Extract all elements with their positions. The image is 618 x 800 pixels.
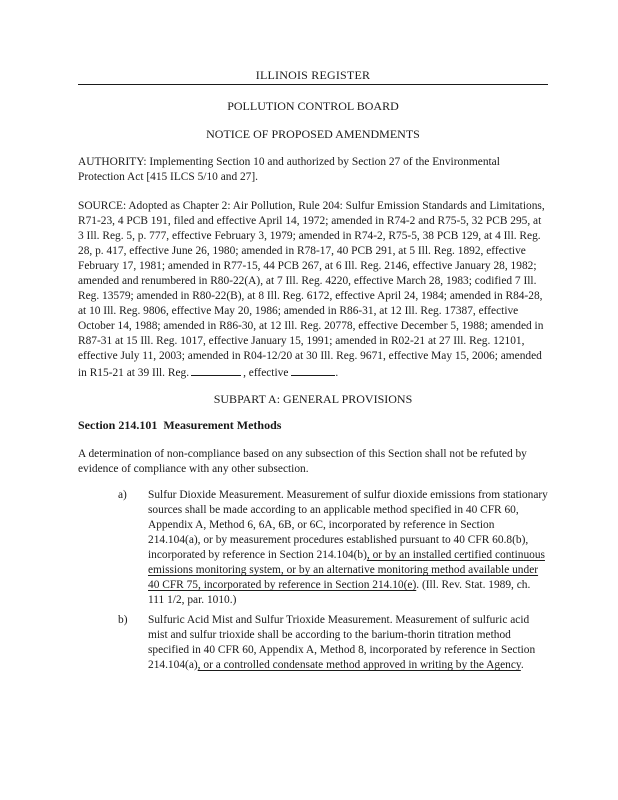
section-number: Section 214.101: [78, 418, 158, 432]
subsection-a-inserted-text: , or by an installed certified continuous emissions monitoring system, or by an alternative monitoring method available under 40 CFR 75, incorporated by reference in Section 214.10(e): [148, 549, 545, 591]
board-name: POLLUTION CONTROL BOARD: [227, 99, 399, 113]
subsection-b-tail: .: [520, 659, 524, 671]
effective-date-blank: [291, 364, 335, 376]
subpart-heading: SUBPART A: GENERAL PROVISIONS: [213, 392, 413, 406]
authority-paragraph: AUTHORITY: Implementing Section 10 and authorized by Section 27 of the Environmental Protection Act [415 ILCS 5/10 and 27].: [78, 156, 500, 183]
subsection-a-letter: a): [118, 489, 127, 501]
source-paragraph: [78, 199, 546, 381]
source-end: .: [335, 367, 339, 379]
source-effective-label: , effective: [243, 367, 289, 379]
subsection-b-inserted-text: , or a controlled condensate method approved in writing by the Agency: [197, 659, 521, 671]
section-heading: [78, 418, 281, 433]
subsection-a-text: [148, 488, 548, 608]
intro-paragraph: A determination of non-compliance based on any subsection of this Section shall not be refuted by evidence of compliance with any other subsection.: [78, 448, 527, 475]
subsection-a-tail: . (Ill. Rev. Stat. 1989, ch. 111 1/2, par. 1010.): [148, 579, 531, 606]
subsection-b-text: [148, 613, 548, 673]
source-text: SOURCE: Adopted as Chapter 2: Air Pollution, Rule 204: Sulfur Emission Standards and Limitations, R71-23, 4 PCB 191, filed and effective April 14, 1972; amended in R74-2 and R75-5, 32 PCB 295, at 3 Ill. Reg. 5, p. 777, effective February 3, 1979; amended in R74-2, R75-5, 38 PCB 129, at 4 Ill. Reg. 28, p. 417, effective June 26, 1980; amended in R78-17, 40 PCB 291, at 5 Ill. Reg. 1892, effective February 17, 1981; amended in R77-15, 44 PCB 267, at 6 Ill. Reg. 2146, effective January 28, 1982; amended and renumbered in R80-22(A), at 7 Ill. Reg. 4220, effective March 28, 1983; codified 7 Ill. Reg. 13579; amended in R80-22(B), at 8 Ill. Reg. 6172, effective April 24, 1984; amended in R84-28, at 10 Ill. Reg. 9806, effective May 20, 1986; amended in R86-31, at 12 Ill. Reg. 17387, effective October 14, 1988; amended in R86-30, at 12 Ill. Reg. 20778, effective December 5, 1988; amended in R87-31 at 15 Ill. Reg. 1017, effective January 15, 1991; amended in R02-21 at 27 Ill. Reg. 12101, effective July 11, 2003; amended in R04-12/20 at 30 Ill. Reg. 9671, effective May 15, 2006; amended in R15-21 at 39 Ill. Reg.: [78, 200, 545, 379]
section-title: Measurement Methods: [163, 418, 282, 432]
subsection-b-body: Sulfuric Acid Mist and Sulfur Trioxide Measurement. Measurement of sulfuric acid mist and sulfur trioxide shall be according to the barium-thorin titration method specified in 40 CFR 60, Appendix A, Method 8, incorporated by reference in Section 214.104(a): [148, 614, 536, 671]
register-header: ILLINOIS REGISTER: [78, 68, 548, 85]
notice-title: NOTICE OF PROPOSED AMENDMENTS: [206, 127, 420, 141]
register-page-blank: [191, 364, 241, 376]
subsection-b-letter: b): [118, 614, 128, 626]
subsection-a-body: Sulfur Dioxide Measurement. Measurement of sulfur dioxide emissions from stationary sources shall be made according to an applicable method specified in 40 CFR 60, Appendix A, Method 6, 6A, 6B, or 6C, incorporated by reference in Section 214.104(a), or by measurement procedures established pursuant to 40 CFR 60.8(b), incorporated by reference in Section 214.104(b): [148, 489, 548, 561]
